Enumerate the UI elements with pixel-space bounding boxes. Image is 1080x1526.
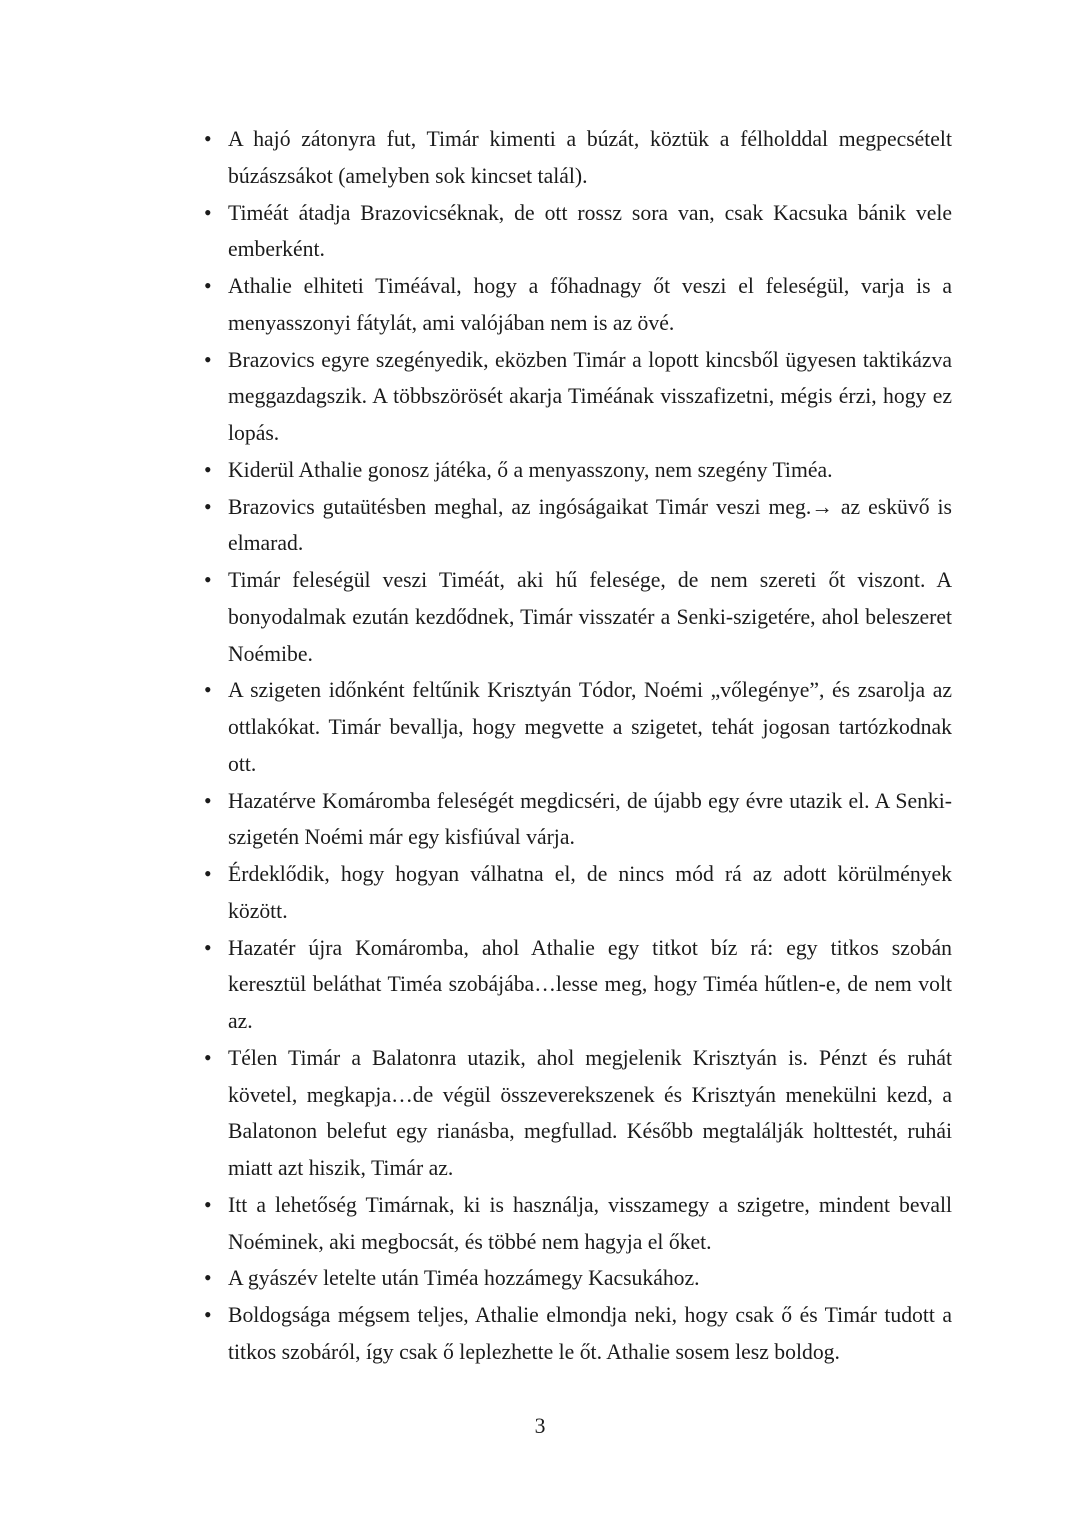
bullet-icon: • bbox=[204, 127, 212, 151]
bullet-icon: • bbox=[204, 457, 212, 482]
bullet-icon: • bbox=[204, 1045, 212, 1070]
bullet-icon: • bbox=[204, 347, 212, 372]
bullet-text: Télen Timár a Balatonra utazik, ahol megjelenik Krisztyán is. Pénzt és ruhát követel, megkapja…de végül összeverekszenek és Krisztyán menekülni kezd, a Balatonon belefut egy rianásba, megfullad. Később megtalálják holttestét, ruhái miatt azt hiszik, Timár az. bbox=[228, 1045, 952, 1180]
bullet-text: Kiderül Athalie gonosz játéka, ő a menyasszony, nem szegény Timéa. bbox=[228, 457, 833, 482]
list-item bbox=[204, 783, 952, 857]
bullet-text: Itt a lehetőség Timárnak, ki is használja, visszamegy a szigetre, mindent bevall Noéminek, aki megbocsát, és többé nem hagyja el őket. bbox=[228, 1192, 952, 1254]
list-item bbox=[204, 268, 952, 342]
bullet-icon: • bbox=[204, 1303, 212, 1327]
bullet-icon: • bbox=[204, 568, 212, 592]
bullet-icon: • bbox=[204, 274, 212, 298]
bullet-text: Hazatérve Komáromba feleségét megdicséri, de újabb egy évre utazik el. A Senki-szigetén Noémi már egy kisfiúval várja. bbox=[228, 788, 952, 850]
bullet-text: A gyászév letelte után Timéa hozzámegy Kacsukához. bbox=[228, 1266, 700, 1291]
bullet-icon: • bbox=[204, 494, 212, 519]
bullet-icon: • bbox=[204, 935, 212, 960]
bullet-icon: • bbox=[204, 1192, 212, 1217]
bullet-text: Boldogsága mégsem teljes, Athalie elmondja neki, hogy csak ő és Timár tudott a titkos szobáról, így csak ő leplezhette le őt. Athalie sosem lesz boldog. bbox=[228, 1303, 952, 1364]
list-item bbox=[204, 856, 952, 930]
bullet-icon: • bbox=[204, 1266, 212, 1291]
bullet-icon: • bbox=[204, 200, 212, 225]
bullet-text: Brazovics gutaütésben meghal, az ingóságaikat Timár veszi meg.→ az esküvő is elmarad. bbox=[228, 494, 952, 556]
bullet-list bbox=[204, 121, 952, 1371]
bullet-text: Athalie elhiteti Timéával, hogy a főhadnagy őt veszi el feleségül, varja is a menyasszonyi fátylát, ami valójában nem is az övé. bbox=[228, 274, 952, 335]
bullet-text: A szigeten időnként feltűnik Krisztyán Tódor, Noémi „vőlegénye”, és zsarolja az ottlakókat. Timár bevallja, hogy megvette a szigetet, tehát jogosan tartózkodnak ott. bbox=[228, 678, 952, 776]
bullet-text: Brazovics egyre szegényedik, eközben Timár a lopott kincsből ügyesen taktikázva meggazdagszik. A többszörösét akarja Timéának visszafizetni, mégis érzi, hogy ez lopás. bbox=[228, 347, 952, 445]
list-item bbox=[204, 1187, 952, 1261]
list-item bbox=[204, 342, 952, 452]
list-item bbox=[204, 562, 952, 672]
list-item bbox=[204, 195, 952, 269]
list-item bbox=[204, 121, 952, 195]
list-item bbox=[204, 930, 952, 1040]
list-item bbox=[204, 672, 952, 782]
bullet-text: Timéát átadja Brazovicséknak, de ott rossz sora van, csak Kacsuka bánik vele emberként. bbox=[228, 200, 952, 262]
list-item bbox=[204, 1040, 952, 1187]
page-number: 3 bbox=[534, 1414, 546, 1438]
list-item bbox=[204, 1297, 952, 1371]
bullet-icon: • bbox=[204, 678, 212, 703]
bullet-text: Érdeklődik, hogy hogyan válhatna el, de nincs mód rá az adott körülmények között. bbox=[228, 862, 952, 923]
bullet-text: Hazatér újra Komáromba, ahol Athalie egy titkot bíz rá: egy titkos szobán keresztül beláthat Timéa szobájába…lesse meg, hogy Timéa hűtlen-e, de nem volt az. bbox=[228, 935, 952, 1033]
bullet-icon: • bbox=[204, 788, 212, 813]
list-item bbox=[204, 489, 952, 563]
bullet-icon: • bbox=[204, 862, 212, 886]
bullet-text: A hajó zátonyra fut, Timár kimenti a búzát, köztük a félholddal megpecsételt búzászsákot (amelyben sok kincset talál). bbox=[228, 127, 952, 188]
bullet-text: Timár feleségül veszi Timéát, aki hű felesége, de nem szereti őt viszont. A bonyodalmak ezután kezdődnek, Timár visszatér a Senki-szigetére, ahol beleszeret Noémibe. bbox=[228, 568, 952, 666]
list-item bbox=[204, 452, 952, 489]
list-item bbox=[204, 1260, 952, 1297]
